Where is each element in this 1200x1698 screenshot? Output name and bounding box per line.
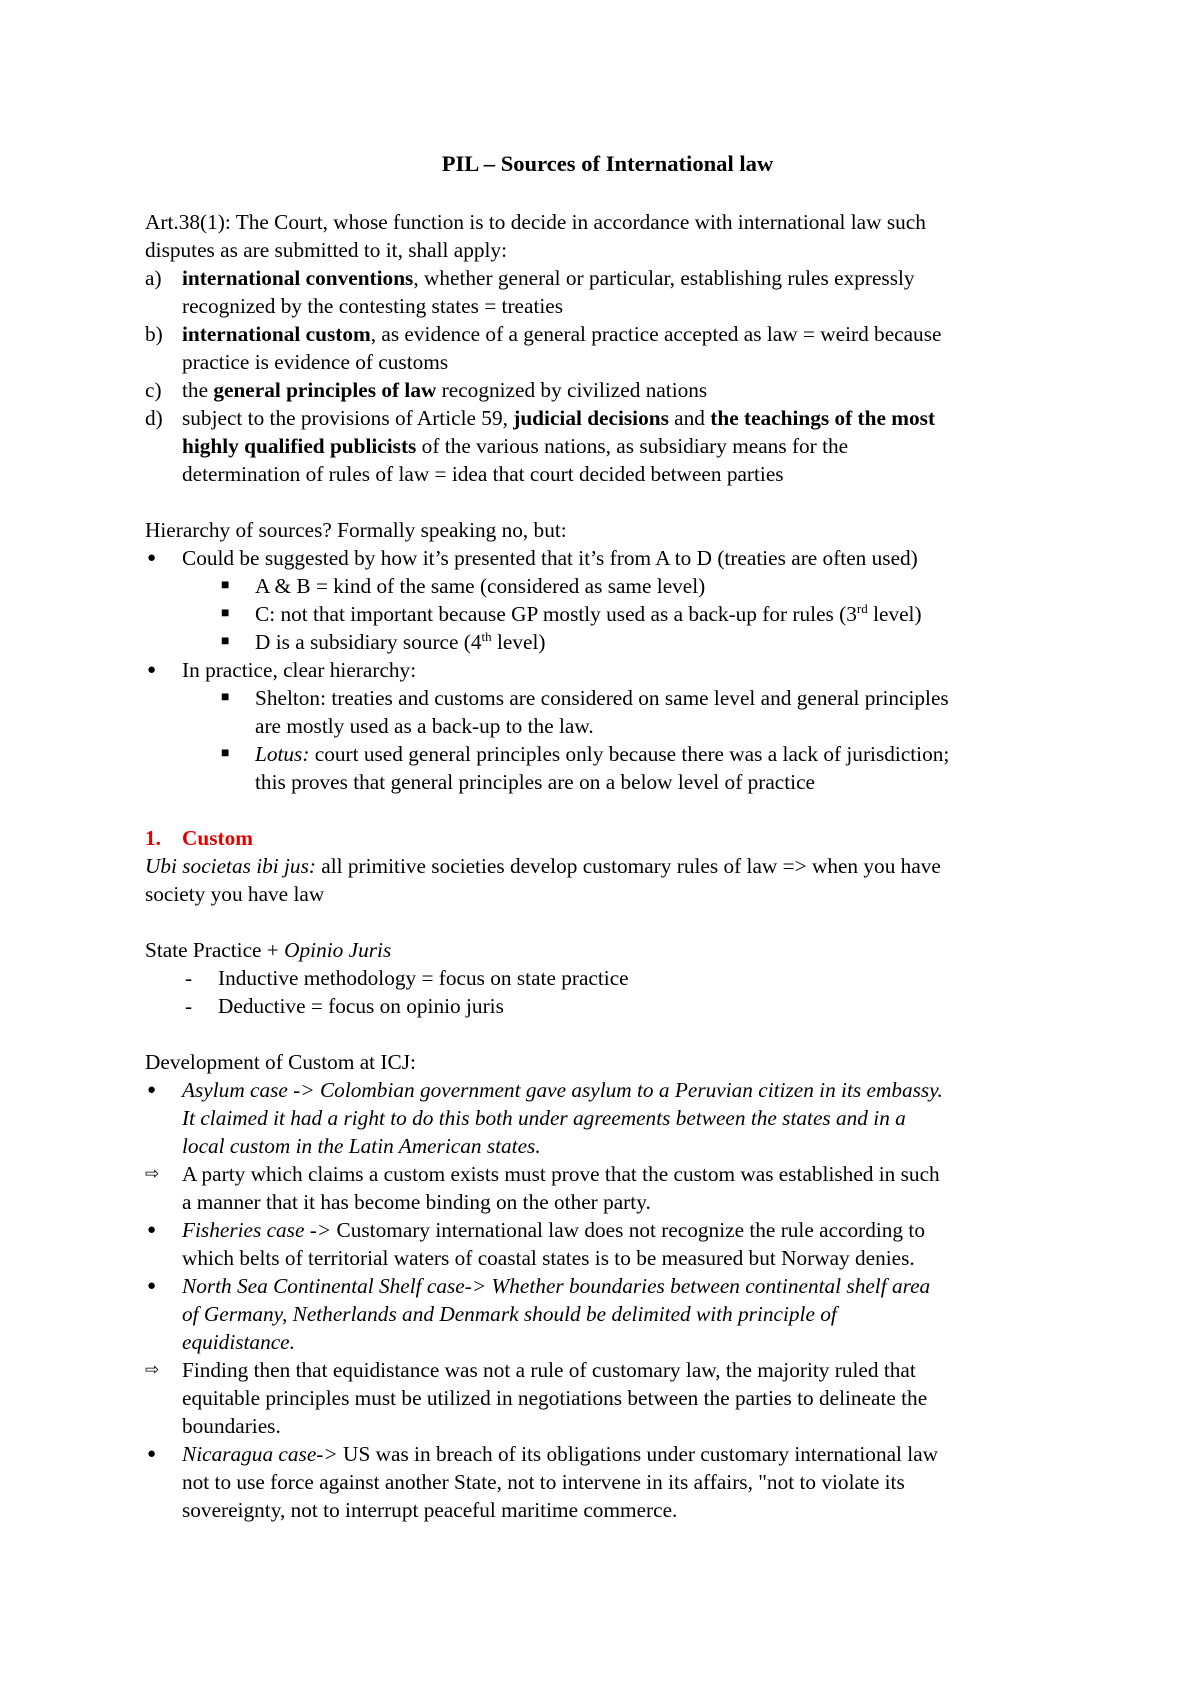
hierarchy-sub-item: [145, 572, 1070, 600]
bold-term: the teachings of the most: [710, 406, 936, 430]
item-text: recognized by civilized nations: [436, 378, 708, 402]
arrow-right-icon: ⇨: [145, 1164, 160, 1184]
list-marker: d): [145, 406, 163, 430]
north-sea-case-cont: [145, 1300, 1070, 1328]
body-text: State Practice +: [145, 938, 285, 962]
bold-term: general principles of law: [213, 378, 437, 402]
list-marker: c): [145, 378, 162, 402]
square-bullet-icon: ■: [221, 746, 230, 761]
blank-line: [145, 908, 1070, 936]
sub-item-text: court used general principles only because there was a lack of jurisdiction;: [309, 742, 950, 766]
list-item-c: [145, 376, 1070, 404]
list-item-a: [145, 264, 1070, 292]
square-bullet-icon: ■: [221, 634, 230, 649]
bold-term: highly qualified publicists: [182, 434, 417, 458]
art38-section: [145, 208, 1070, 488]
list-marker: a): [145, 266, 162, 290]
dash-text: Inductive methodology = focus on state practice: [218, 966, 629, 990]
arrow-item-cont: equitable principles must be utilized in negotiations between the parties to delineate the: [182, 1386, 928, 1410]
north-sea-case-item: [145, 1272, 1070, 1300]
superscript: th: [481, 628, 492, 644]
arrow-right-icon: ⇨: [145, 1360, 160, 1380]
list-marker: b): [145, 322, 163, 346]
arrow-item-cont: boundaries.: [182, 1414, 281, 1438]
hierarchy-section: [145, 516, 1070, 796]
case-text: local custom in the Latin American states.: [182, 1134, 541, 1158]
art38-intro-line-2: disputes as are submitted to it, shall apply:: [145, 238, 507, 262]
hierarchy-heading: Hierarchy of sources? Formally speaking no, but:: [145, 518, 567, 542]
item-text: of the various nations, as subsidiary means for the: [416, 434, 849, 458]
case-text: Customary international law does not recognize the rule according to: [331, 1218, 925, 1242]
sub-item-text: level): [867, 602, 922, 626]
item-text: subject to the provisions of Article 59,: [182, 406, 514, 430]
ubi-line-2: society you have law: [145, 882, 325, 906]
nicaragua-case-item: [145, 1440, 1070, 1468]
custom-section: [145, 824, 1070, 1524]
asylum-case-item: [145, 1076, 1070, 1104]
art38-intro-line-1: Art.38(1): The Court, whose function is to decide in accordance with international law such: [145, 210, 926, 234]
bullet-text: Could be suggested by how it’s presented that it’s from A to D (treaties are often used): [182, 546, 918, 570]
arrow-text: A party which claims a custom exists must prove that the custom was established in such: [182, 1162, 940, 1186]
arrow-item-cont: a manner that it has become binding on the other party.: [182, 1190, 651, 1214]
hierarchy-bullet-1: [145, 544, 1070, 572]
bullet-icon: ●: [147, 1082, 157, 1098]
list-item-d-cont-1: [145, 432, 1070, 460]
arrow-text: Finding then that equidistance was not a rule of customary law, the majority ruled that: [182, 1358, 916, 1382]
sub-item-text: C: not that important because GP mostly used as a back-up for rules (3: [255, 602, 857, 626]
north-sea-case-cont: [145, 1328, 1070, 1356]
dash-item: [145, 992, 1070, 1020]
arrow-item: [145, 1160, 1070, 1188]
hierarchy-sub-item: [145, 600, 1070, 628]
bold-term: international custom: [182, 322, 371, 346]
bullet-icon: ●: [147, 1446, 157, 1462]
hierarchy-sub-item-cont: this proves that general principles are on a below level of practice: [255, 770, 815, 794]
hierarchy-sub-item-cont: are mostly used as a back-up to the law.: [255, 714, 594, 738]
bullet-icon: ●: [147, 1222, 157, 1238]
sub-item-text: level): [491, 630, 546, 654]
sub-item-text: Shelton: treaties and customs are considered on same level and general principles: [255, 686, 949, 710]
bullet-text: In practice, clear hierarchy:: [182, 658, 417, 682]
nicaragua-case-cont: sovereignty, not to interrupt peaceful maritime commerce.: [182, 1498, 678, 1522]
case-text: It claimed it had a right to do this both under agreements between the states and in a: [182, 1106, 906, 1130]
case-text: equidistance.: [182, 1330, 295, 1354]
item-text: , as evidence of a general practice accepted as law = weird because: [370, 322, 942, 346]
document-title: PIL – Sources of International law: [441, 151, 774, 176]
asylum-case-cont: [145, 1132, 1070, 1160]
case-text: North Sea Continental Shelf case-> Whether boundaries between continental shelf area: [182, 1274, 931, 1298]
fisheries-case-item: [145, 1216, 1070, 1244]
hierarchy-bullet-2: [145, 656, 1070, 684]
list-item-b: [145, 320, 1070, 348]
hierarchy-sub-item: [145, 684, 1070, 712]
italic-term: Lotus:: [255, 742, 310, 766]
bullet-icon: ●: [147, 662, 157, 678]
item-text: , whether general or particular, establishing rules expressly: [413, 266, 915, 290]
list-item-d-cont-2: determination of rules of law = idea that court decided between parties: [182, 462, 784, 486]
bullet-icon: ●: [147, 1278, 157, 1294]
dash-text: Deductive = focus on opinio juris: [218, 994, 504, 1018]
bold-term: judicial decisions: [513, 406, 669, 430]
list-item-a-cont: recognized by the contesting states = treaties: [182, 294, 564, 318]
case-text: Asylum case -> Colombian government gave asylum to a Peruvian citizen in its embassy.: [182, 1078, 943, 1102]
section-number: 1.: [145, 826, 161, 850]
list-item-b-cont: practice is evidence of customs: [182, 350, 449, 374]
sub-item-text: A & B = kind of the same (considered as same level): [255, 574, 706, 598]
bullet-icon: ●: [147, 550, 157, 566]
sub-item-text: D is a subsidiary source (4: [255, 630, 482, 654]
italic-term: Fisheries case ->: [182, 1218, 332, 1242]
item-text: the: [182, 378, 214, 402]
italic-term: Ubi societas ibi jus:: [145, 854, 316, 878]
blank-line: [145, 1020, 1070, 1048]
hierarchy-sub-item: [145, 628, 1070, 656]
case-text: of Germany, Netherlands and Denmark should be delimited with principle of: [182, 1302, 837, 1326]
asylum-case-cont: [145, 1104, 1070, 1132]
fisheries-case-cont: which belts of territorial waters of coastal states is to be measured but Norway denies.: [182, 1246, 915, 1270]
square-bullet-icon: ■: [221, 606, 230, 621]
italic-term: Opinio Juris: [284, 938, 392, 962]
ubi-line-1: [145, 852, 1070, 880]
item-text: and: [668, 406, 711, 430]
dev-heading: Development of Custom at ICJ:: [145, 1050, 416, 1074]
square-bullet-icon: ■: [221, 690, 230, 705]
dash-marker: -: [185, 966, 193, 990]
hierarchy-sub-item: [145, 740, 1070, 768]
arrow-item: [145, 1356, 1070, 1384]
square-bullet-icon: ■: [221, 578, 230, 593]
dash-marker: -: [185, 994, 193, 1018]
state-practice-line: [145, 936, 1070, 964]
section-title: Custom: [182, 826, 253, 850]
nicaragua-case-cont: not to use force against another State, not to intervene in its affairs, "not to violate its: [182, 1470, 905, 1494]
list-item-d: [145, 404, 1070, 432]
section-heading: [145, 824, 1070, 852]
dash-item: [145, 964, 1070, 992]
case-text: US was in breach of its obligations under customary international law: [337, 1442, 939, 1466]
bold-term: international conventions: [182, 266, 414, 290]
superscript: rd: [856, 600, 868, 616]
italic-term: Nicaragua case->: [182, 1442, 338, 1466]
body-text: all primitive societies develop customary rules of law => when you have: [315, 854, 941, 878]
